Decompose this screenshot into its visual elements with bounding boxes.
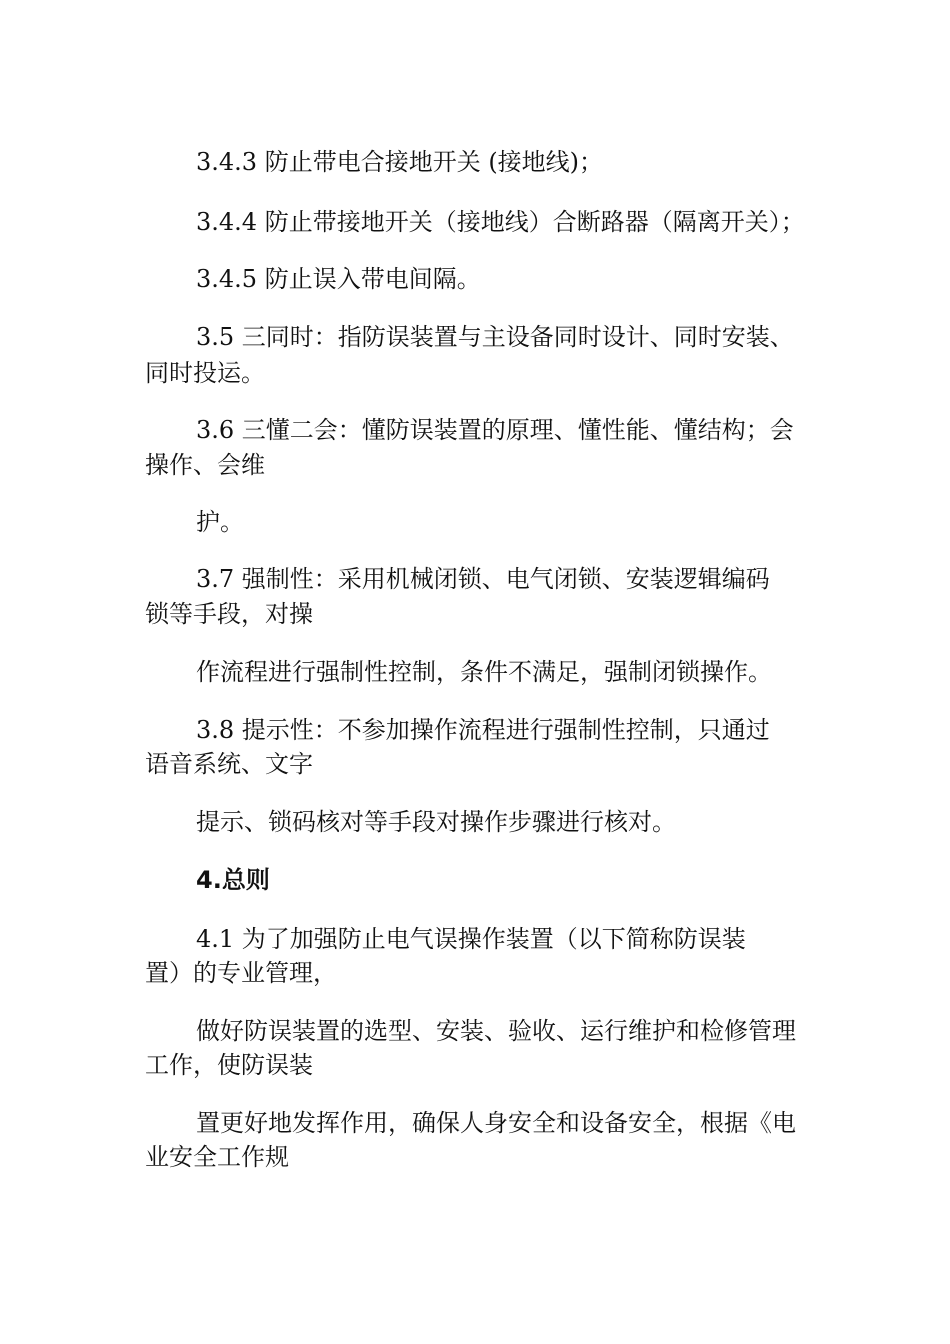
clause-3-4-5: 3.4.5 防止误入带电间隔。 — [196, 265, 481, 293]
clause-3-5-line-1: 3.5 三同时：指防误装置与主设备同时设计、同时安装、 — [196, 323, 794, 351]
clause-3-6-line-1: 3.6 三懂二会：懂防误装置的原理、懂性能、懂结构；会 — [196, 416, 794, 444]
clause-4-1-line-4: 工作，使防误装 — [145, 1051, 313, 1079]
clause-3-7-line-2: 锁等手段，对操 — [145, 600, 313, 628]
clause-3-8-line-3: 提示、锁码核对等手段对操作步骤进行核对。 — [196, 808, 676, 836]
clause-3-6-line-2: 操作、会维 — [145, 451, 265, 479]
clause-3-5-line-2: 同时投运。 — [145, 359, 265, 387]
clause-3-4-4: 3.4.4 防止带接地开关（接地线）合断路器（隔离开关）； — [196, 208, 805, 236]
clause-3-8-line-2: 语音系统、文字 — [145, 750, 313, 778]
clause-4-1-line-1: 4.1 为了加强防止电气误操作装置（以下简称防误装 — [196, 925, 746, 953]
clause-3-6-line-3: 护。 — [196, 508, 244, 536]
clause-4-1-line-6: 业安全工作规 — [145, 1143, 289, 1171]
clause-3-4-3: 3.4.3 防止带电合接地开关 (接地线)； — [196, 148, 604, 176]
clause-3-8-line-1: 3.8 提示性：不参加操作流程进行强制性控制，只通过 — [196, 716, 770, 744]
clause-4-1-line-3: 做好防误装置的选型、安装、验收、运行维护和检修管理 — [196, 1017, 796, 1045]
clause-4-1-line-5: 置更好地发挥作用，确保人身安全和设备安全，根据《电 — [196, 1109, 796, 1137]
clause-4-1-line-2: 置）的专业管理， — [145, 959, 337, 987]
clause-3-7-line-3: 作流程进行强制性控制，条件不满足，强制闭锁操作。 — [196, 658, 772, 686]
section-heading-general: 4.总则 — [196, 866, 270, 894]
clause-3-7-line-1: 3.7 强制性：采用机械闭锁、电气闭锁、安装逻辑编码 — [196, 565, 770, 593]
